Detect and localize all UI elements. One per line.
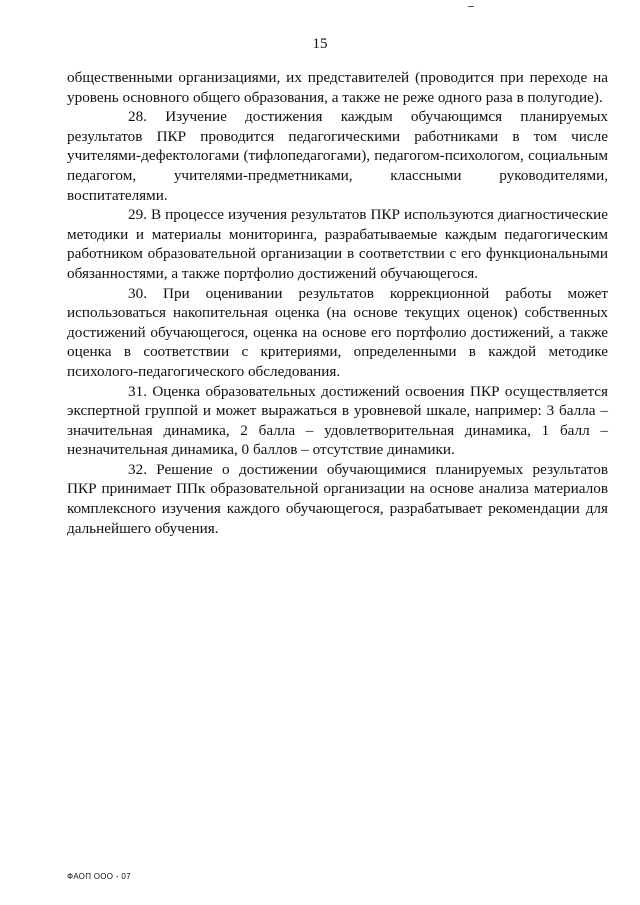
paragraph-item-31: 31. Оценка образовательных достижений освоения ПКР осуществляется экспертной группой и может выражаться в уровневой шкале, например: 3 балла – значительная динамика, 2 балла – удовлетворительная динамика, 1 балл – незначительная динамика, 0 баллов – отсутствие динамики.	[67, 382, 608, 459]
page-number: 15	[312, 36, 328, 52]
document-body	[67, 68, 608, 538]
paragraph-item-30: 30. При оценивании результатов коррекционной работы может использоваться накопительная оценка (на основе текущих оценок) собственных достижений обучающегося, оценка на основе его портфолио достижений, а также оценка в соответствии с критериями, определенными в каждой методике психолого-педагогического обследования.	[67, 284, 608, 380]
document-code: ФАОП ООО - 07	[67, 872, 131, 881]
paragraph-item-32: 32. Решение о достижении обучающимися планируемых результатов ПКР принимает ППк образовательной организации на основе анализа материалов комплексного изучения каждого обучающегося, разрабатывает рекомендации для дальнейшего обучения.	[67, 460, 608, 537]
paragraph-item-28: 28. Изучение достижения каждым обучающимся планируемых результатов ПКР проводится педагогическими работниками в том числе учителями-дефектологами (тифлопедагогами), педагогом-психологом, социальным педагогом, учителями-предметниками, классными руководителями, воспитателями.	[67, 108, 608, 204]
paragraph-item-29: 29. В процессе изучения результатов ПКР используются диагностические методики и материалы мониторинга, разрабатываемые каждым педагогическим работником образовательной организации в соответствии с его функциональными обязанностями, а также портфолио достижений обучающегося.	[67, 206, 608, 282]
scan-mark	[468, 6, 474, 7]
paragraph-continuation: общественными организациями, их представителей (проводится при переходе на уровень основного общего образования, а также не реже одного раза в полугодие).	[67, 69, 608, 106]
